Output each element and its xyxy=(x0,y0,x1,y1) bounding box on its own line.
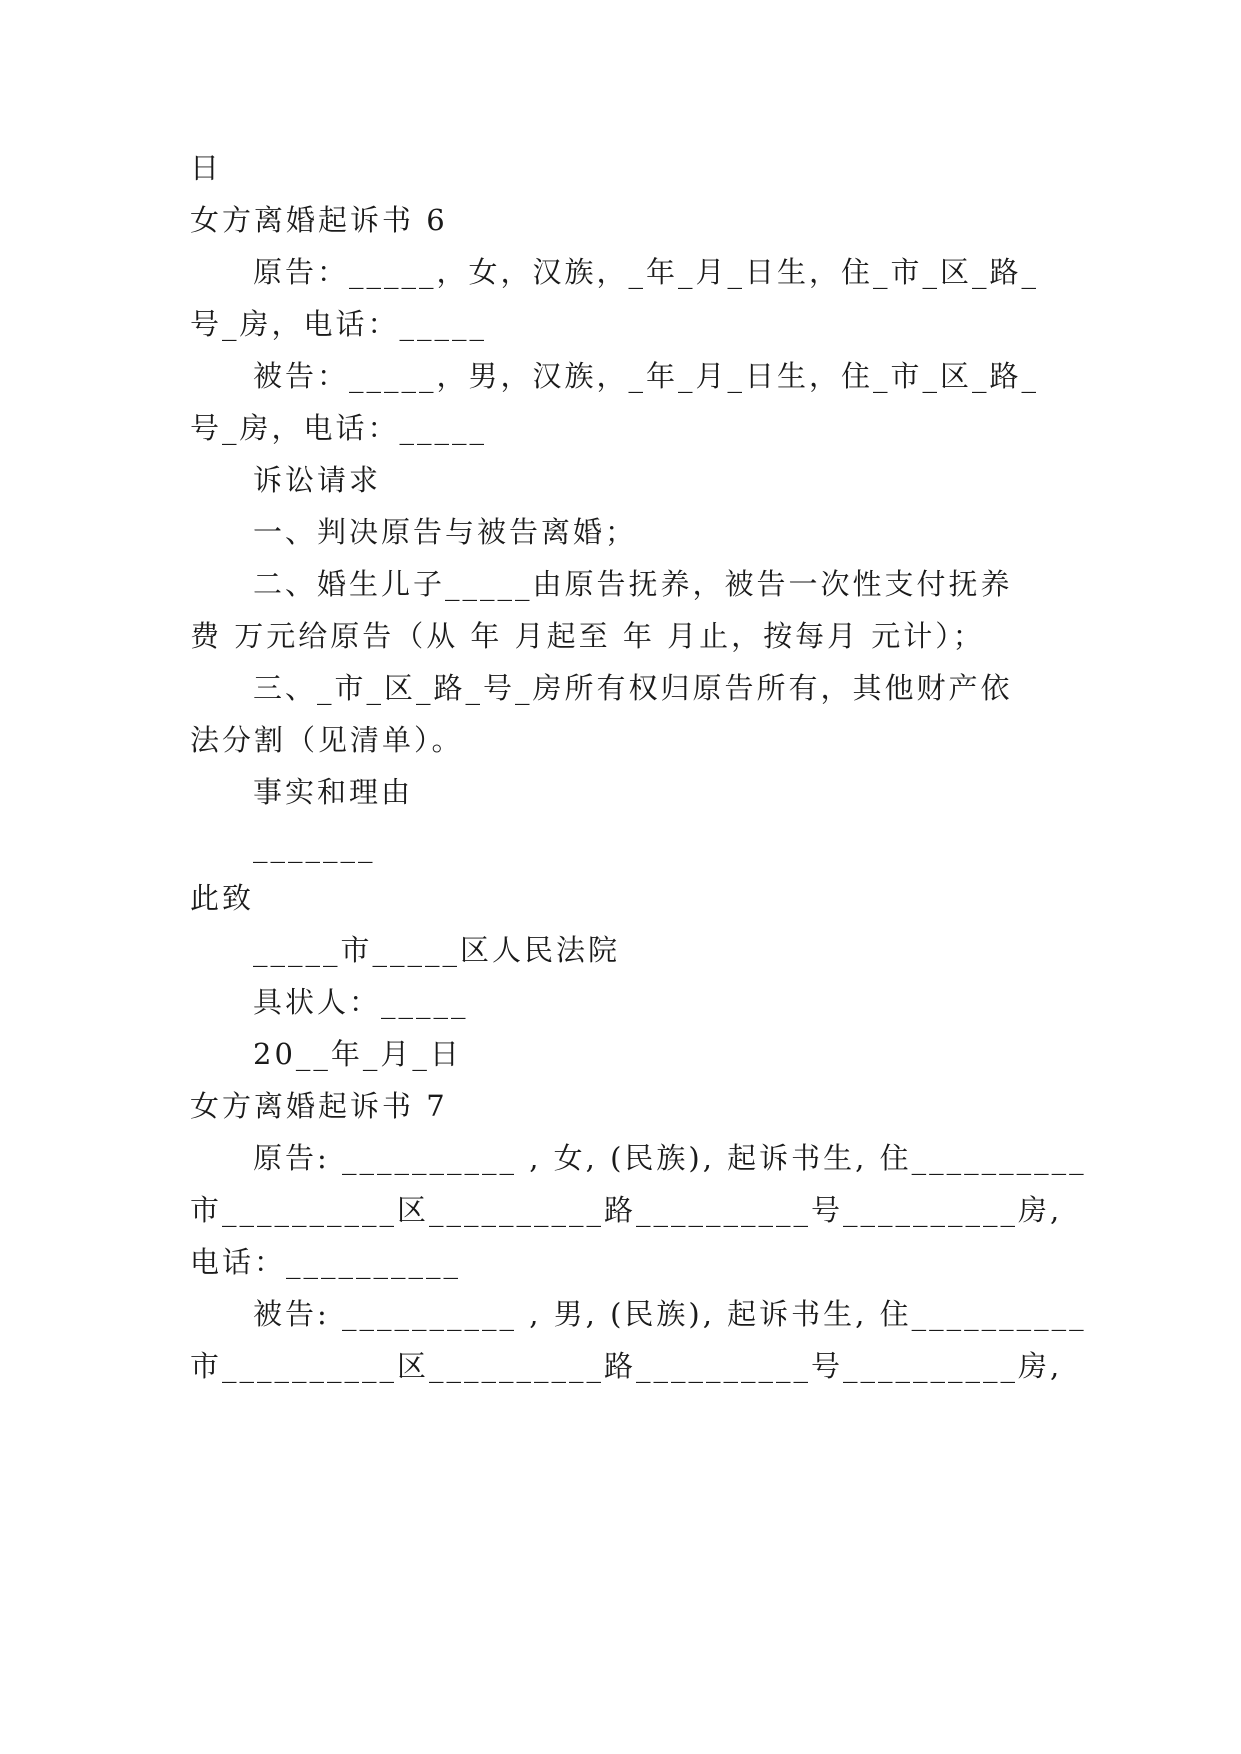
plaintiff-7-line-2: 市__________区__________路__________号__________房, xyxy=(190,1193,1063,1227)
facts-heading: 事实和理由 xyxy=(253,775,414,809)
court-name: _____市_____区人民法院 xyxy=(253,933,621,967)
claim-3-line-1: 三、_市_区_路_号_房所有权归原告所有，其他财产依 xyxy=(253,671,1013,705)
defendant-7-line-2: 市__________区__________路__________号__________房, xyxy=(190,1349,1063,1383)
defendant-line-1: 被告：_____，男，汉族，_年_月_日生，住_市_区_路_ xyxy=(253,359,1040,393)
filing-date: 20__年_月_日 xyxy=(253,1037,462,1071)
section-title-7: 女方离婚起诉书 7 xyxy=(190,1089,448,1123)
plaintiff-line-2: 号_房，电话：_____ xyxy=(190,307,488,341)
plaintiff-line-1: 原告：_____，女，汉族，_年_月_日生，住_市_区_路_ xyxy=(253,255,1040,289)
claim-3-line-2: 法分割（见清单）。 xyxy=(190,723,464,757)
salutation: 此致 xyxy=(190,881,255,915)
claim-1: 一、判决原告与被告离婚； xyxy=(253,515,638,549)
petitioner-signature: 具状人：_____ xyxy=(253,985,469,1019)
defendant-line-2: 号_房，电话：_____ xyxy=(190,411,488,445)
claim-2-line-1: 二、婚生儿子_____由原告抚养，被告一次性支付抚养 xyxy=(253,567,1013,601)
defendant-7-line-1: 被告: __________ , 男, (民族), 起诉书生, 住__________ xyxy=(253,1297,1087,1331)
section-title-6: 女方离婚起诉书 6 xyxy=(190,203,448,237)
date-fragment: 日 xyxy=(190,151,223,185)
claim-2-line-2: 费 万元给原告（从 年 月起至 年 月止，按每月 元计）； xyxy=(190,619,985,653)
claims-heading: 诉讼请求 xyxy=(253,463,382,497)
facts-blank: _______ xyxy=(253,829,376,863)
plaintiff-7-line-3: 电话：__________ xyxy=(190,1245,462,1279)
plaintiff-7-line-1: 原告: __________ , 女, (民族), 起诉书生, 住__________ xyxy=(253,1141,1087,1175)
